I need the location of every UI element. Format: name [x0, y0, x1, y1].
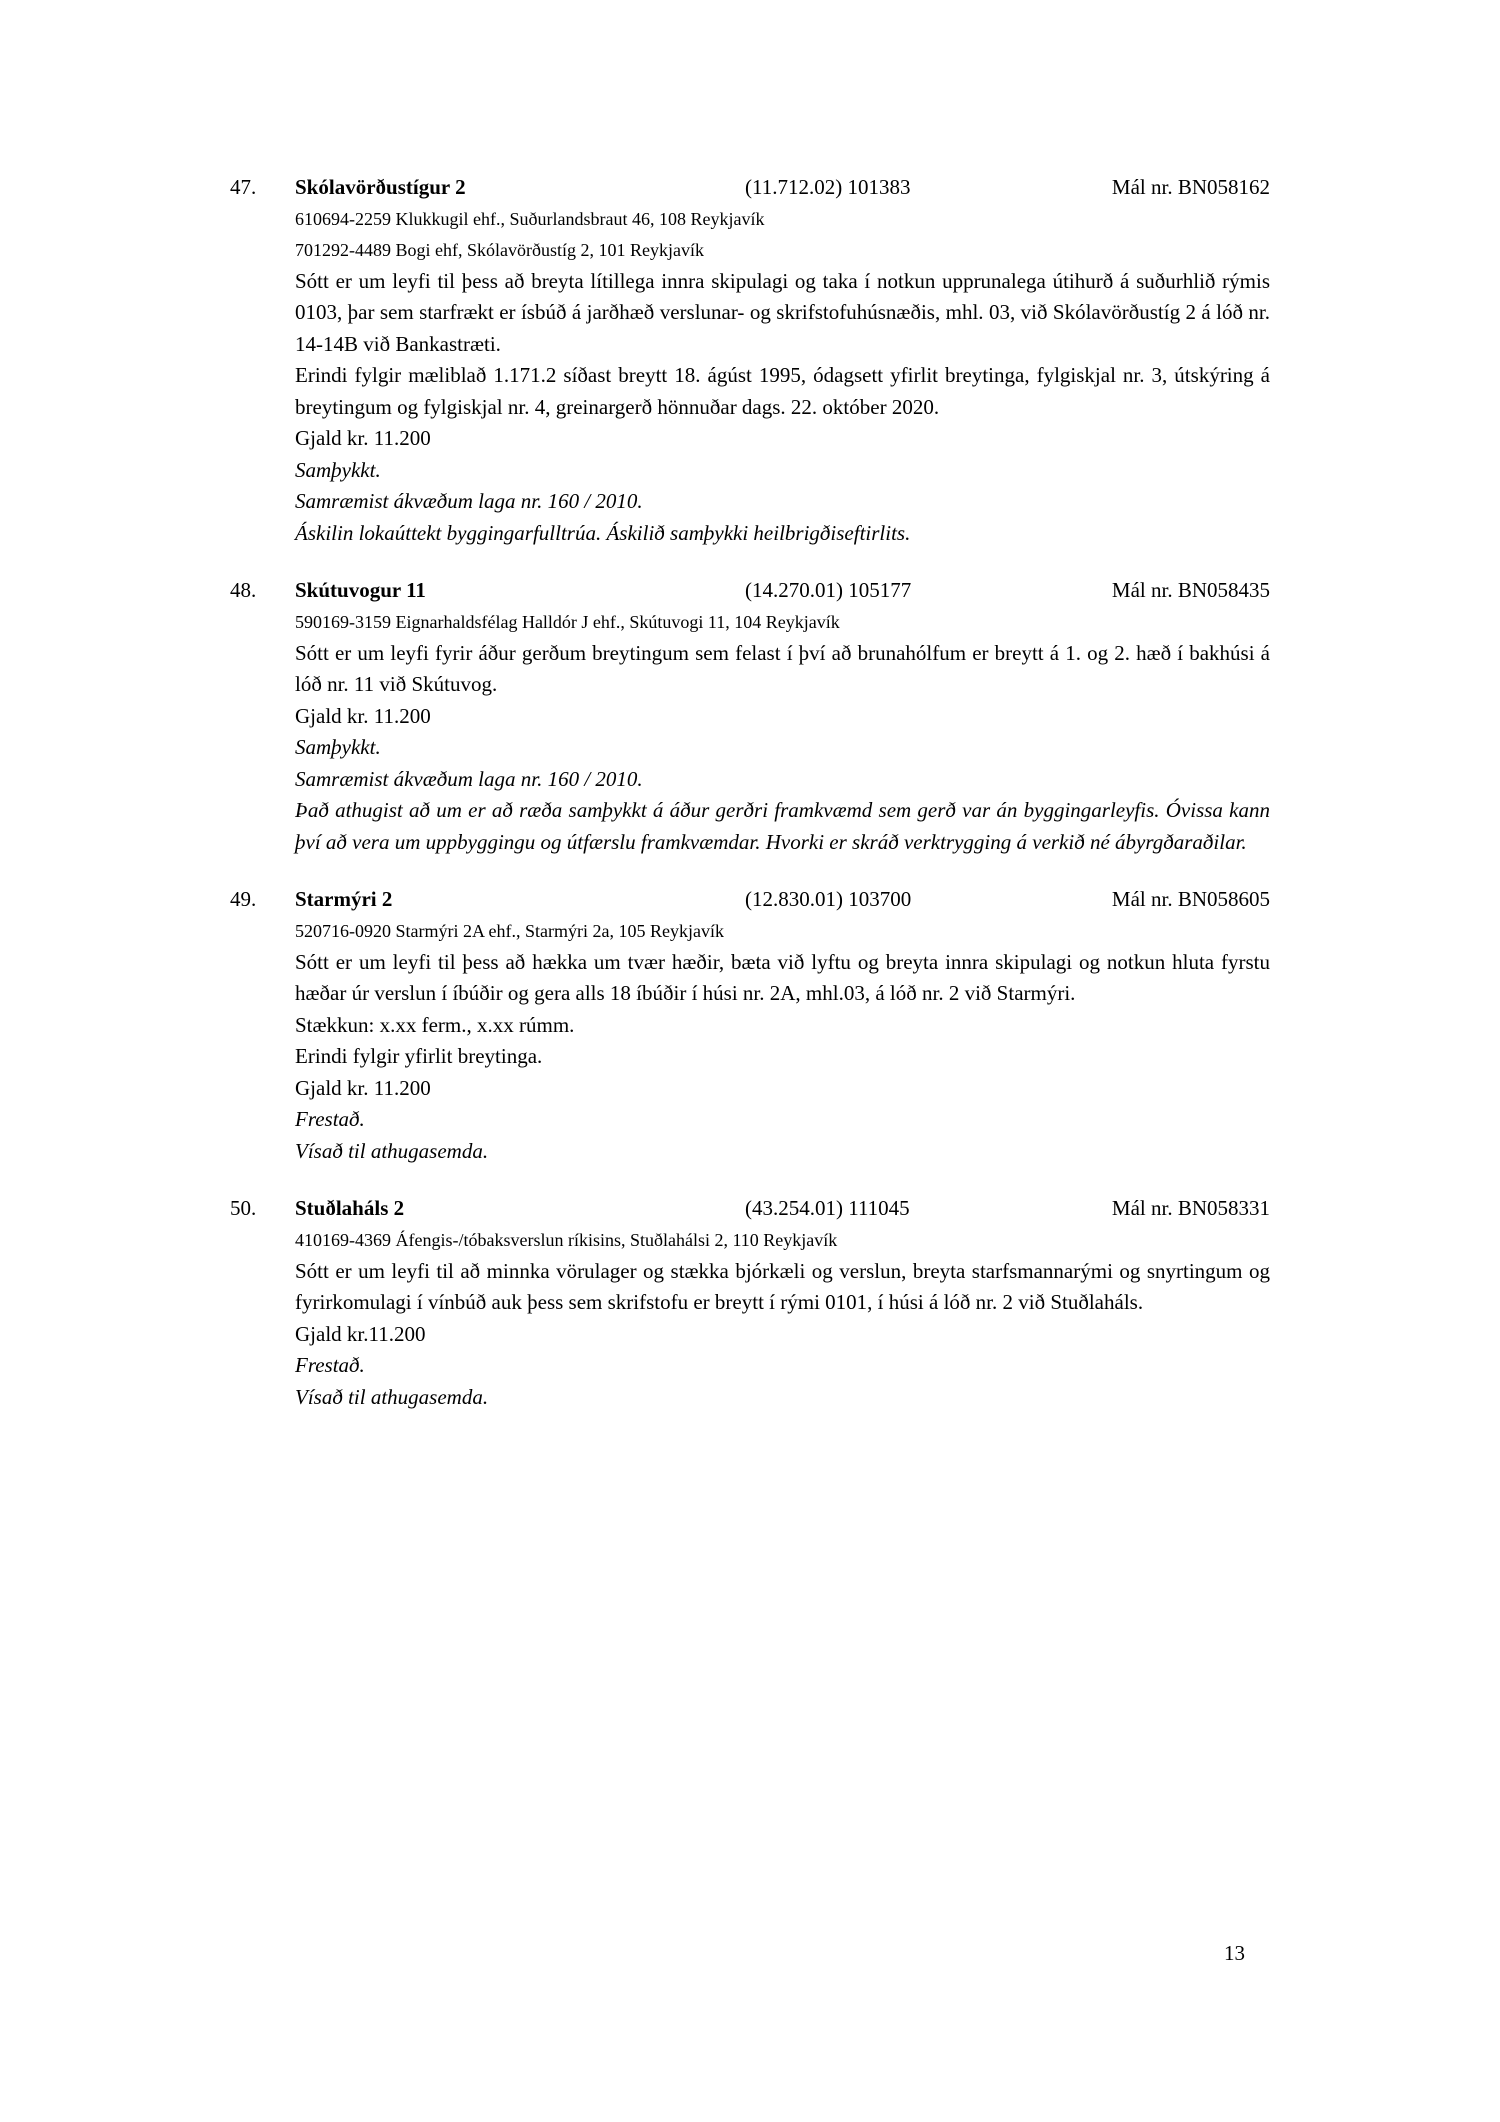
agenda-item — [230, 1193, 1270, 1413]
paragraph: Gjald kr.11.200 — [295, 1321, 426, 1346]
paragraph: Samþykkt. — [295, 735, 381, 759]
item-number: 48. — [230, 578, 257, 602]
paragraph: Áskilin lokaúttekt byggingarfulltrúa. Áskilið samþykki heilbrigðiseftirlits. — [295, 520, 911, 545]
agenda-item — [230, 172, 1270, 549]
paragraph: Sótt er um leyfi til þess að hækka um tvær hæðir, bæta við lyftu og breyta innra skipulagi og notkun hluta fyrstu hæðar úr verslun í íbúðir og gera alls 18 íbúðir í húsi nr. 2A, mhl.03, á lóð nr. 2 við Starmýri. — [295, 949, 1270, 1005]
paragraph: Samræmist ákvæðum laga nr. 160 / 2010. — [295, 489, 643, 513]
item-number: 49. — [230, 887, 257, 911]
item-header — [295, 1193, 1270, 1225]
item-content — [295, 1193, 1270, 1413]
item-reference: (43.254.01) 111045 — [745, 1196, 910, 1220]
item-case-number: Mál nr. BN058162 — [1111, 175, 1270, 199]
item-title: Starmýri 2 — [295, 887, 393, 911]
page-number: 13 — [1224, 1941, 1245, 1965]
agenda-item — [230, 884, 1270, 1167]
item-case-number: Mál nr. BN058435 — [1111, 578, 1270, 602]
paragraph: Frestað. — [295, 1107, 365, 1131]
item-parties — [295, 1225, 1270, 1256]
party-line: 410169-4369 Áfengis-/tóbaksverslun ríkisins, Stuðlahálsi 2, 110 Reykjavík — [295, 1229, 838, 1250]
paragraph: Gjald kr. 11.200 — [295, 426, 431, 450]
paragraph: Samþykkt. — [295, 457, 381, 482]
paragraph: Sótt er um leyfi til þess að breyta lítillega innra skipulagi og taka í notkun upprunalega útihurð á suðurhlið rýmis 0103, þar sem starfrækt er ísbúð á jarðhæð verslunar- og skrifstofuhúsnæðis, mhl. 03, við Skólavörðustíg 2 á lóð nr. 14-14B við Bankastræti. — [295, 268, 1270, 356]
paragraph: Það athugist að um er að ræða samþykkt á áður gerðri framkvæmd sem gerð var án byggingarleyfis. Óvissa kann því að vera um uppbyggingu og útfærslu framkvæmdar. Hvorki er skráð verktrygging á verkið né ábyrgðaraðilar. — [295, 798, 1270, 854]
item-case-number: Mál nr. BN058605 — [1111, 887, 1270, 911]
paragraph: Gjald kr. 11.200 — [295, 703, 431, 728]
item-paragraphs — [295, 638, 1270, 859]
item-parties — [295, 607, 1270, 638]
paragraph: Erindi fylgir yfirlit breytinga. — [295, 1044, 543, 1068]
item-header — [295, 884, 1270, 916]
item-reference: (11.712.02) 101383 — [745, 175, 911, 199]
item-paragraphs — [295, 947, 1270, 1168]
paragraph: Vísað til athugasemda. — [295, 1138, 489, 1163]
item-header — [295, 172, 1270, 204]
item-reference: (14.270.01) 105177 — [745, 578, 912, 602]
paragraph: Stækkun: x.xx ferm., x.xx rúmm. — [295, 1012, 575, 1037]
paragraph: Erindi fylgir mæliblað 1.171.2 síðast breytt 18. ágúst 1995, ódagsett yfirlit breytinga, fylgiskjal nr. 3, útskýring á breytingum og fylgiskjal nr. 4, greinargerð hönnuðar dags. 22. október 2020. — [295, 363, 1270, 419]
item-title: Skútuvogur 11 — [295, 578, 426, 602]
item-content — [295, 884, 1270, 1167]
item-paragraphs — [295, 266, 1270, 550]
party-line: 701292-4489 Bogi ehf, Skólavörðustíg 2, 101 Reykjavík — [295, 239, 704, 260]
item-number: 47. — [230, 175, 257, 199]
agenda-item — [230, 575, 1270, 858]
item-parties — [295, 916, 1270, 947]
item-title: Stuðlaháls 2 — [295, 1196, 405, 1220]
party-line: 610694-2259 Klukkugil ehf., Suðurlandsbraut 46, 108 Reykjavík — [295, 208, 765, 229]
item-number: 50. — [230, 1196, 257, 1220]
paragraph: Samræmist ákvæðum laga nr. 160 / 2010. — [295, 766, 643, 791]
paragraph: Sótt er um leyfi fyrir áður gerðum breytingum sem felast í því að brunahólfum er breytt á 1. og 2. hæð í bakhúsi á lóð nr. 11 við Skútuvog. — [295, 640, 1270, 696]
paragraph: Sótt er um leyfi til að minnka vörulager og stækka bjórkæli og verslun, breyta starfsmannarými og snyrtingum og fyrirkomulagi í vínbúð auk þess sem skrifstofu er breytt í rými 0101, í húsi á lóð nr. 2 við Stuðlaháls. — [295, 1258, 1270, 1314]
paragraph: Frestað. — [295, 1353, 365, 1377]
item-reference: (12.830.01) 103700 — [745, 887, 912, 911]
item-content — [295, 575, 1270, 858]
item-case-number: Mál nr. BN058331 — [1111, 1196, 1270, 1220]
party-line: 590169-3159 Eignarhaldsfélag Halldór J ehf., Skútuvogi 11, 104 Reykjavík — [295, 611, 840, 632]
agenda-items — [230, 172, 1270, 1439]
paragraph: Gjald kr. 11.200 — [295, 1075, 431, 1100]
item-paragraphs — [295, 1256, 1270, 1414]
item-parties — [295, 204, 1270, 266]
item-content — [295, 172, 1270, 549]
paragraph: Vísað til athugasemda. — [295, 1384, 489, 1409]
item-title: Skólavörðustígur 2 — [295, 175, 466, 199]
item-header — [295, 575, 1270, 607]
party-line: 520716-0920 Starmýri 2A ehf., Starmýri 2a, 105 Reykjavík — [295, 920, 724, 941]
